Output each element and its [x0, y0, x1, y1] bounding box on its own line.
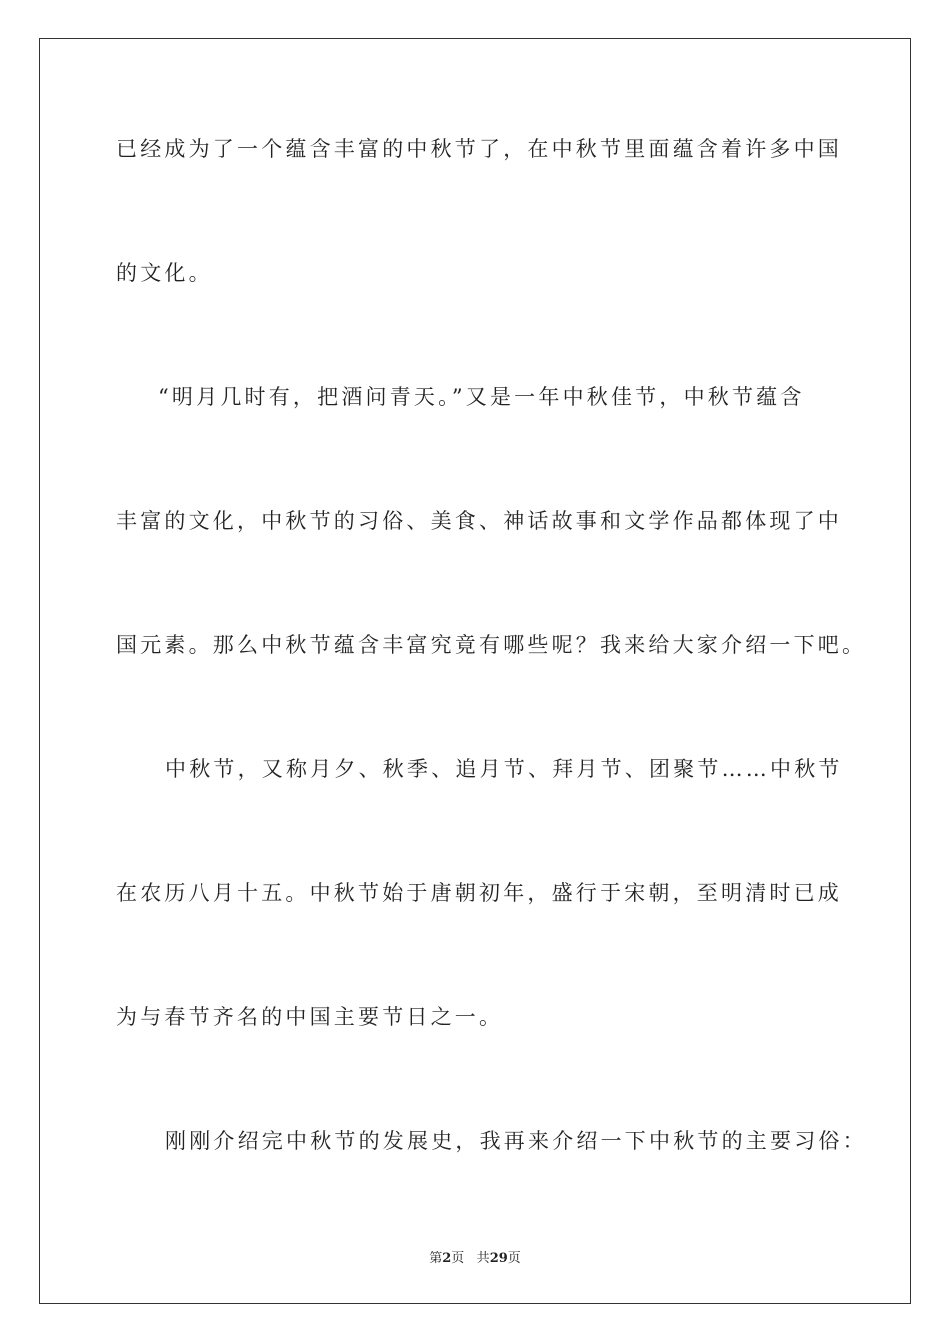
- page-suffix: 页: [451, 1251, 465, 1266]
- total-suffix: 页: [507, 1251, 521, 1266]
- page-footer: [0, 1247, 950, 1266]
- paragraph-line: 为与春节齐名的中国主要节日之一。: [116, 1005, 504, 1029]
- paragraph-line: 丰富的文化，中秋节的习俗、美食、神话故事和文学作品都体现了中: [116, 509, 842, 533]
- page-frame: [39, 38, 911, 1304]
- page-total: 29: [489, 1251, 508, 1266]
- paragraph-line: 已经成为了一个蕴含丰富的中秋节了，在中秋节里面蕴含着许多中国: [116, 137, 842, 161]
- paragraph-line: 刚刚介绍完中秋节的发展史，我再来介绍一下中秋节的主要习俗：: [165, 1129, 867, 1153]
- paragraph-line: “明月几时有，把酒问青天。”又是一年中秋佳节，中秋节蕴含: [158, 385, 805, 409]
- page-number: 2: [442, 1251, 452, 1266]
- total-prefix: 共: [476, 1251, 490, 1266]
- paragraph-line: 中秋节，又称月夕、秋季、追月节、拜月节、团聚节……中秋节: [165, 757, 843, 781]
- paragraph-line: 国元素。那么中秋节蕴含丰富究竟有哪些呢？我来给大家介绍一下吧。: [116, 633, 867, 657]
- page-prefix: 第: [429, 1251, 443, 1266]
- paragraph-line: 的文化。: [116, 261, 213, 285]
- paragraph-line: 在农历八月十五。中秋节始于唐朝初年，盛行于宋朝，至明清时已成: [116, 881, 842, 905]
